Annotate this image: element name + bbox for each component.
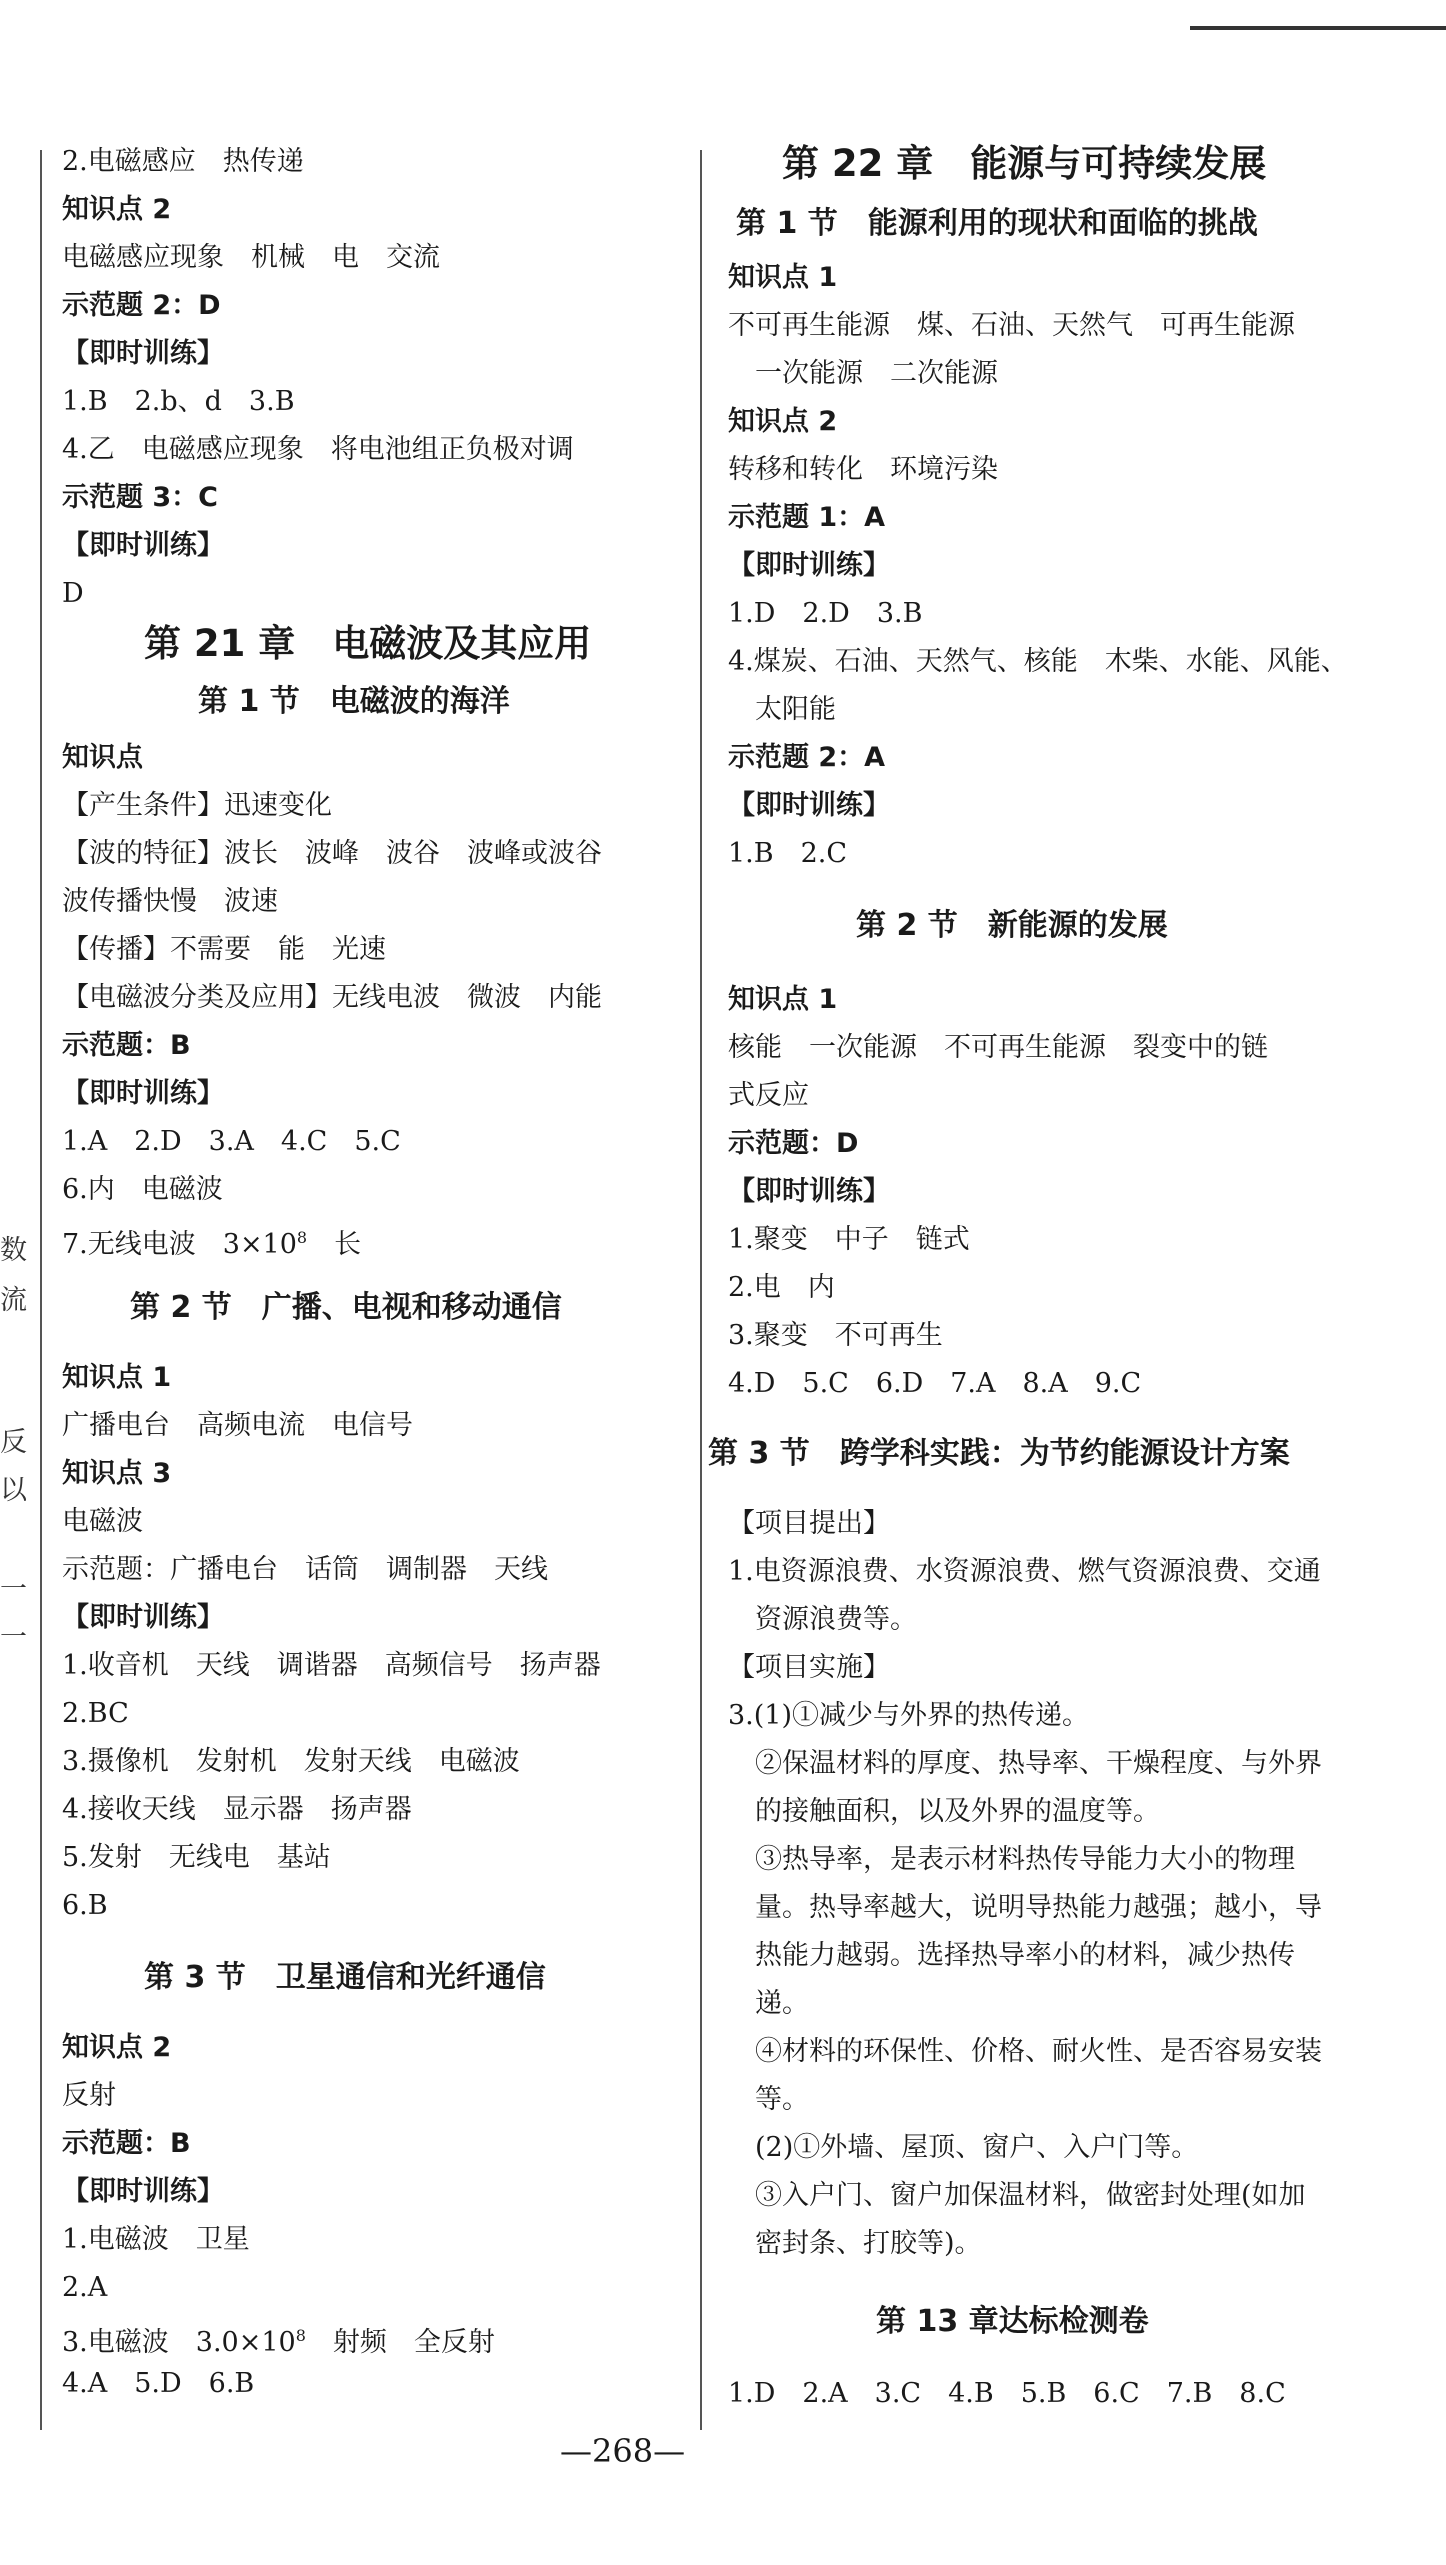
answer-line: 1.D 2.D 3.B	[728, 598, 923, 629]
training-heading: 【即时训练】	[62, 2176, 224, 2207]
section-title: 第 1 节 电磁波的海洋	[198, 684, 510, 719]
answer-line: 资源浪费等。	[728, 1604, 917, 1635]
knowledge-point-heading: 知识点 2	[62, 194, 172, 225]
answer-line: 4.乙 电磁感应现象 将电池组正负极对调	[62, 434, 574, 465]
answer-line: 转移和转化 环境污染	[728, 454, 998, 485]
example-heading: 示范题：B	[62, 1030, 191, 1061]
answer-line	[62, 2318, 495, 2361]
answer-line: 太阳能	[728, 694, 836, 725]
knowledge-point-heading: 知识点 1	[62, 1362, 172, 1393]
answer-line: 1.收音机 天线 调谐器 高频信号 扬声器	[62, 1650, 601, 1681]
knowledge-point-heading: 知识点 2	[62, 2032, 172, 2063]
example-heading: 示范题：D	[728, 1128, 859, 1159]
example-heading: 示范题 2：A	[728, 742, 886, 773]
project-heading: 【项目实施】	[728, 1652, 890, 1683]
section-title: 第 3 节 跨学科实践：为节约能源设计方案	[708, 1436, 1290, 1471]
answer-line: 量。热导率越大，说明导热能力越强；越小，导	[728, 1892, 1322, 1923]
section-title: 第 2 节 新能源的发展	[856, 908, 1168, 943]
margin-char: 一	[0, 1574, 27, 1605]
example-heading: 示范题：B	[62, 2128, 191, 2159]
answer-line: 2.电 内	[728, 1272, 835, 1303]
exponent: 8	[295, 2326, 306, 2345]
answer-line: 递。	[728, 1988, 809, 2019]
answer-line: 【产生条件】迅速变化	[62, 790, 332, 821]
chapter-title: 第 21 章 电磁波及其应用	[144, 622, 592, 665]
answer-text: 7.无线电波 3×10	[62, 1229, 297, 1260]
answer-line: 1.A 2.D 3.A 4.C 5.C	[62, 1126, 401, 1157]
answer-line: 3.(1)①减少与外界的热传递。	[728, 1700, 1090, 1731]
answer-text: 长	[307, 1229, 362, 1260]
answer-line: 电磁波	[62, 1506, 143, 1537]
answer-line: 【波的特征】波长 波峰 波谷 波峰或波谷	[62, 838, 602, 869]
answer-line: 5.发射 无线电 基站	[62, 1842, 331, 1873]
knowledge-point-heading: 知识点	[62, 742, 143, 773]
answer-line: 2.BC	[62, 1698, 129, 1729]
project-heading: 【项目提出】	[728, 1508, 890, 1539]
answer-text: 3.电磁波 3.0×10	[62, 2327, 296, 2358]
chapter-title: 第 22 章 能源与可持续发展	[782, 142, 1267, 185]
answer-line: D	[62, 578, 84, 609]
answer-line: 4.煤炭、石油、天然气、核能 木柴、水能、风能、	[728, 646, 1348, 677]
answer-line: 反射	[62, 2080, 116, 2111]
training-heading: 【即时训练】	[728, 550, 890, 581]
answer-line: 的接触面积，以及外界的温度等。	[728, 1796, 1160, 1827]
answer-line: ②保温材料的厚度、热导率、干燥程度、与外界	[728, 1748, 1322, 1779]
answer-line: 式反应	[728, 1080, 809, 1111]
margin-char: 以	[0, 1475, 27, 1506]
training-heading: 【即时训练】	[728, 1176, 890, 1207]
training-heading: 【即时训练】	[728, 790, 890, 821]
answer-line: (2)①外墙、屋顶、窗户、入户门等。	[728, 2132, 1199, 2163]
answer-line: ③入户门、窗户加保温材料，做密封处理(如加	[728, 2180, 1306, 2211]
answer-line: 2.电磁感应 热传递	[62, 146, 304, 177]
answer-line: 2.A	[62, 2272, 108, 2303]
answer-line: 1.聚变 中子 链式	[728, 1224, 970, 1255]
answer-line: 3.聚变 不可再生	[728, 1320, 943, 1351]
section-title: 第 3 节 卫星通信和光纤通信	[144, 1960, 546, 1995]
example-line: 示范题：广播电台 话筒 调制器 天线	[62, 1554, 548, 1585]
answer-line: 一次能源 二次能源	[728, 358, 998, 389]
section-title: 第 13 章达标检测卷	[876, 2304, 1149, 2339]
example-heading: 示范题 1：A	[728, 502, 886, 533]
margin-char: 一	[0, 1622, 27, 1653]
column-divider	[700, 150, 702, 2430]
answer-line	[62, 1220, 361, 1263]
answer-line: 等。	[728, 2084, 809, 2115]
answer-line: 4.A 5.D 6.B	[62, 2368, 255, 2399]
knowledge-point-heading: 知识点 2	[728, 406, 838, 437]
training-heading: 【即时训练】	[62, 530, 224, 561]
answer-line: 热能力越弱。选择热导率小的材料，减少热传	[728, 1940, 1295, 1971]
answer-line: 【传播】不需要 能 光速	[62, 934, 386, 965]
example-heading: 示范题 2：D	[62, 290, 221, 321]
answer-line: 4.D 5.C 6.D 7.A 8.A 9.C	[728, 1368, 1142, 1399]
training-heading: 【即时训练】	[62, 338, 224, 369]
answer-text: 射频 全反射	[305, 2327, 495, 2358]
answer-line: 电磁感应现象 机械 电 交流	[62, 242, 440, 273]
answer-line: 核能 一次能源 不可再生能源 裂变中的链	[728, 1032, 1268, 1063]
training-heading: 【即时训练】	[62, 1602, 224, 1633]
training-heading: 【即时训练】	[62, 1078, 224, 1109]
example-heading: 示范题 3：C	[62, 482, 219, 513]
section-title: 第 1 节 能源利用的现状和面临的挑战	[736, 206, 1258, 241]
answer-line: 1.B 2.b、d 3.B	[62, 386, 295, 417]
answer-line: 密封条、打胶等)。	[728, 2228, 982, 2259]
top-rule	[1190, 26, 1446, 30]
answer-line: 不可再生能源 煤、石油、天然气 可再生能源	[728, 310, 1295, 341]
answer-line: ③热导率，是表示材料热传导能力大小的物理	[728, 1844, 1295, 1875]
page-number: —268—	[560, 2432, 686, 2470]
left-margin-rule	[40, 150, 42, 2430]
answer-line: 广播电台 高频电流 电信号	[62, 1410, 413, 1441]
knowledge-point-heading: 知识点 3	[62, 1458, 172, 1489]
answer-line: 波传播快慢 波速	[62, 886, 278, 917]
answer-line: ④材料的环保性、价格、耐火性、是否容易安装	[728, 2036, 1322, 2067]
answer-line: 4.接收天线 显示器 扬声器	[62, 1794, 412, 1825]
answer-line: 1.电资源浪费、水资源浪费、燃气资源浪费、交通	[728, 1556, 1321, 1587]
answer-line: 6.内 电磁波	[62, 1174, 223, 1205]
answer-line: 1.B 2.C	[728, 838, 848, 869]
knowledge-point-heading: 知识点 1	[728, 984, 838, 1015]
answer-line: 【电磁波分类及应用】无线电波 微波 内能	[62, 982, 602, 1013]
section-title: 第 2 节 广播、电视和移动通信	[130, 1290, 562, 1325]
answer-line: 1.D 2.A 3.C 4.B 5.B 6.C 7.B 8.C	[728, 2378, 1286, 2409]
exponent: 8	[296, 1228, 308, 1247]
margin-char: 数	[0, 1235, 27, 1266]
knowledge-point-heading: 知识点 1	[728, 262, 838, 293]
margin-char: 流	[0, 1285, 27, 1316]
answer-line: 1.电磁波 卫星	[62, 2224, 250, 2255]
margin-char: 反	[0, 1427, 27, 1458]
answer-line: 6.B	[62, 1890, 108, 1921]
answer-line: 3.摄像机 发射机 发射天线 电磁波	[62, 1746, 520, 1777]
